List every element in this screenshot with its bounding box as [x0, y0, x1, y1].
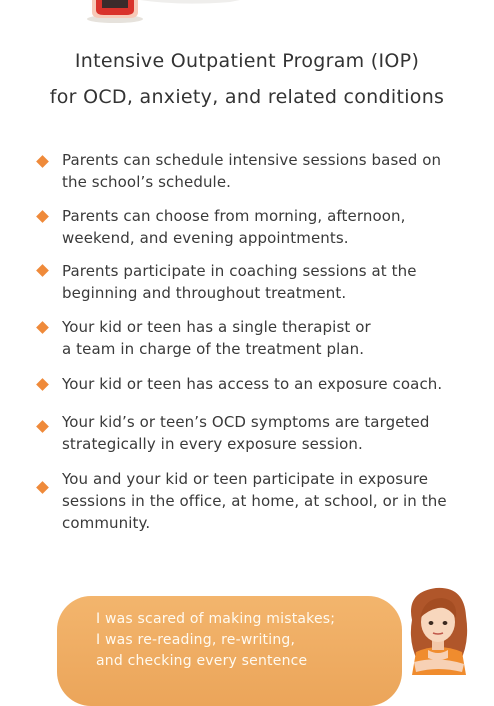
testimonial-quote — [96, 609, 396, 672]
list-item-line: You and your kid or teen participate in exposure — [62, 470, 429, 488]
diamond-bullet-icon — [36, 420, 49, 433]
page-subtitle: for OCD, anxiety, and related conditions — [49, 86, 445, 108]
girl-illustration — [398, 582, 478, 675]
diamond-bullet-icon — [36, 481, 49, 494]
list-item-line: strategically in every exposure session. — [62, 435, 363, 453]
list-item-line: weekend, and evening appointments. — [62, 229, 349, 247]
page-title: Intensive Outpatient Program (IOP) — [74, 50, 420, 72]
diamond-bullet-icon — [36, 264, 49, 277]
quote-line: I was scared of making mistakes; — [96, 611, 336, 627]
diamond-bullet-icon — [36, 155, 49, 168]
list-item-line: Parents can choose from morning, afternoon, — [62, 207, 406, 225]
list-item-line: sessions in the office, at home, at school, or in the — [62, 492, 447, 510]
diamond-bullet-icon — [36, 210, 49, 223]
quote-line: I was re-reading, re-writing, — [96, 632, 296, 648]
list-item-line: beginning and throughout treatment. — [62, 284, 347, 302]
quote-line: and checking every sentence — [96, 653, 308, 669]
list-item-line: Your kid or teen has a single therapist or — [62, 318, 371, 336]
list-item-line: Your kid’s or teen’s OCD symptoms are targeted — [62, 413, 430, 431]
list-item-line: the school’s schedule. — [62, 173, 232, 191]
list-item-line: Parents participate in coaching sessions at the — [62, 262, 417, 280]
list-item-line: community. — [62, 514, 151, 532]
list-item-line: a team in charge of the treatment plan. — [62, 340, 365, 358]
diamond-bullet-icon — [36, 378, 49, 391]
list-item-line: Parents can schedule intensive sessions based on — [62, 151, 442, 169]
diamond-bullet-icon — [36, 321, 49, 334]
list-item-line: Your kid or teen has access to an exposure coach. — [62, 375, 443, 393]
